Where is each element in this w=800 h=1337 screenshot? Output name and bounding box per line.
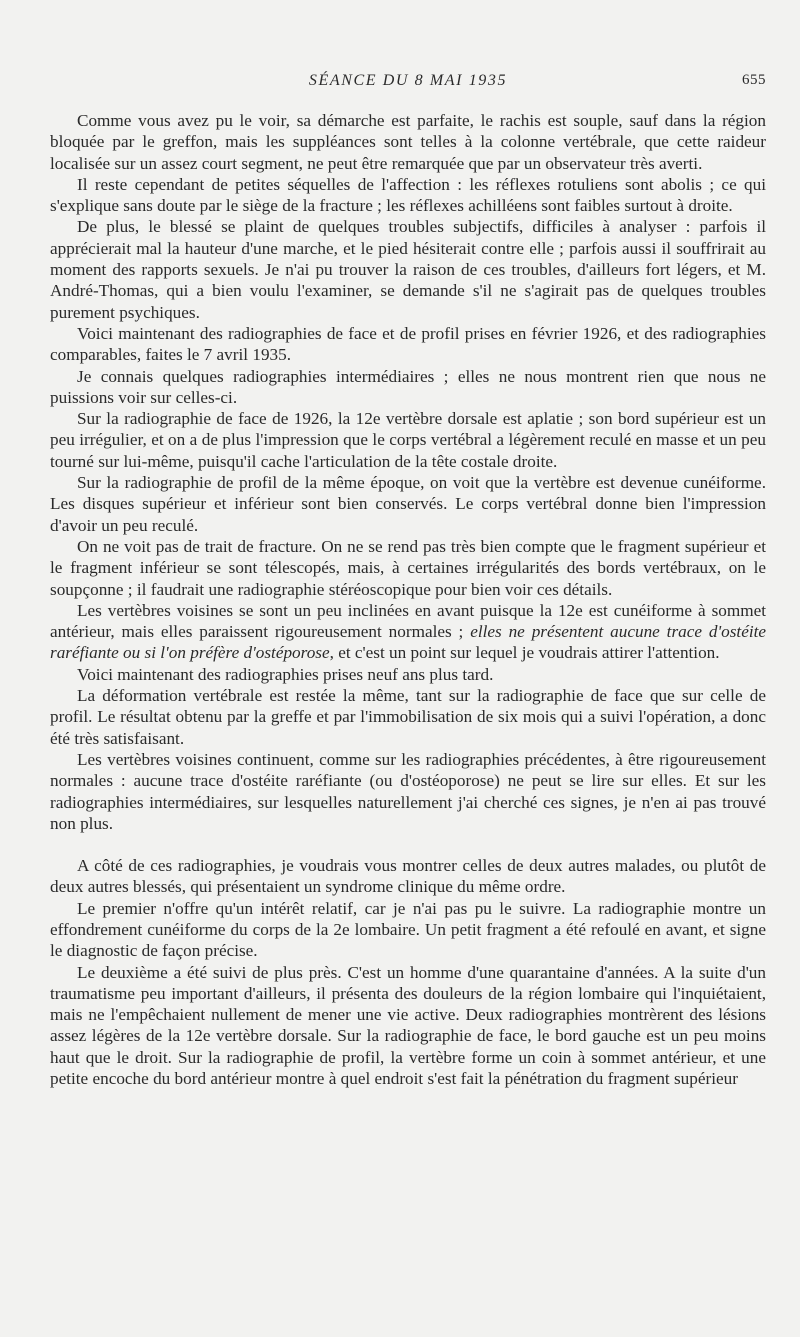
paragraph: Sur la radiographie de profil de la même époque, on voit que la vertèbre est devenue cunéiforme. Les disques supérieur et inférieur sont bien conservés. Le corps vertébral donne bien l'impression d'avoir un peu reculé. xyxy=(50,473,766,535)
body-text xyxy=(50,110,766,1089)
paragraph xyxy=(50,600,766,664)
page-number: 655 xyxy=(742,72,766,88)
paragraph: La déformation vertébrale est restée la même, tant sur la radiographie de face que sur celle de profil. Le résultat obtenu par la greffe et par l'immobilisation de six mois qui a suivi l'opération, a donc été très satisfaisant. xyxy=(50,686,766,748)
page-header xyxy=(50,72,766,96)
paragraph: Il reste cependant de petites séquelles de l'affection : les réflexes rotuliens sont abolis ; ce qui s'explique sans doute par le siège de la fracture ; les réflexes achilléens sont faibles surtout à droite. xyxy=(50,174,766,216)
paragraph: Voici maintenant des radiographies prises neuf ans plus tard. xyxy=(77,664,494,684)
paragraph: Le deuxième a été suivi de plus près. C'est un homme d'une quarantaine d'années. A la suite d'un traumatisme peu important d'ailleurs, il présenta des douleurs de la région lombaire qui l'inquiétaient, mais ne l'empêchaient nullement de mener une vie active. Deux radiographies montrèrent des lésions assez légères de la 12e vertèbre dorsale. Sur la radiographie de face, le bord gauche est un peu moins haut que le droit. Sur la radiographie de profil, la vertèbre forme un coin à sommet antérieur, et une petite encoche du bord antérieur montre à quel endroit s'est fait la pénétration du fragment supérieur xyxy=(50,962,766,1089)
paragraph: Je connais quelques radiographies intermédiaires ; elles ne nous montrent rien que nous ne puissions voir sur celles-ci. xyxy=(50,366,766,407)
paragraph: Les vertèbres voisines continuent, comme sur les radiographies précédentes, à être rigoureusement normales : aucune trace d'ostéite raréfiante (ou d'ostéoporose) ne peut se lire sur elles. Et sur les radiographies intermédiaires, sur lesquelles naturellement j'ai cherché ces signes, je n'en ai pas trouvé non plus. xyxy=(50,749,766,833)
paragraph: Voici maintenant des radiographies de face et de profil prises en février 1926, et des radiographies comparables, faites le 7 avril 1935. xyxy=(50,323,766,365)
paragraph: A côté de ces radiographies, je voudrais vous montrer celles de deux autres malades, ou plutôt de deux autres blessés, qui présentaient un syndrome clinique du même ordre. xyxy=(50,856,766,897)
paragraph-text: Les vertèbres voisines se sont un peu inclinées en avant puisque la 12e est cunéiforme à sommet antérieur, mais elles paraissent rigoureusement normales ; xyxy=(50,600,766,642)
paragraph: Le premier n'offre qu'un intérêt relatif, car je n'ai pas pu le suivre. La radiographie montre un effondrement cunéiforme du corps de la 2e lombaire. Un petit fragment a été refoulé en avant, et signe le diagnostic de façon précise. xyxy=(50,898,766,961)
italic-emphasis: elles ne présentent aucune trace d'ostéite raréfiante ou si l'on préfère d'ostéporose xyxy=(50,622,767,663)
paragraph: Comme vous avez pu le voir, sa démarche est parfaite, le rachis est souple, sauf dans la région bloquée par le greffon, mais les suppléances sont telles à la colonne vertébrale, que cette raideur localisée sur un assez court segment, ne peut être remarquée que par un observateur très averti. xyxy=(50,111,766,173)
running-head: SÉANCE DU 8 MAI 1935 xyxy=(308,72,508,89)
paragraph-text: , et c'est un point sur lequel je voudrais attirer l'attention. xyxy=(329,643,720,663)
paragraph: De plus, le blessé se plaint de quelques troubles subjectifs, difficiles à analyser : parfois il apprécierait mal la hauteur d'une marche, et le pied hésiterait contre elle ; parfois aussi il souffrirait au moment des rapports sexuels. Je n'ai pu trouver la raison de ces troubles, d'ailleurs fort légers, et M. André-Thomas, qui a bien voulu l'examiner, se demande s'il ne s'agirait pas de quelques troubles purement psychiques. xyxy=(50,217,766,322)
paragraph: On ne voit pas de trait de fracture. On ne se rend pas très bien compte que le fragment supérieur et le fragment inférieur se sont télescopés, mais, à certaines irrégularités des bords vertébraux, on le soupçonne ; il faudrait une radiographie stéréoscopique pour bien voir ces détails. xyxy=(50,536,766,599)
paragraph: Sur la radiographie de face de 1926, la 12e vertèbre dorsale est aplatie ; son bord supérieur est un peu irrégulier, et on a de plus l'impression que le corps vertébral a légèrement reculé en masse et un peu tourné sur lui-même, puisqu'il cache l'articulation de la tête costale droite. xyxy=(50,409,766,471)
